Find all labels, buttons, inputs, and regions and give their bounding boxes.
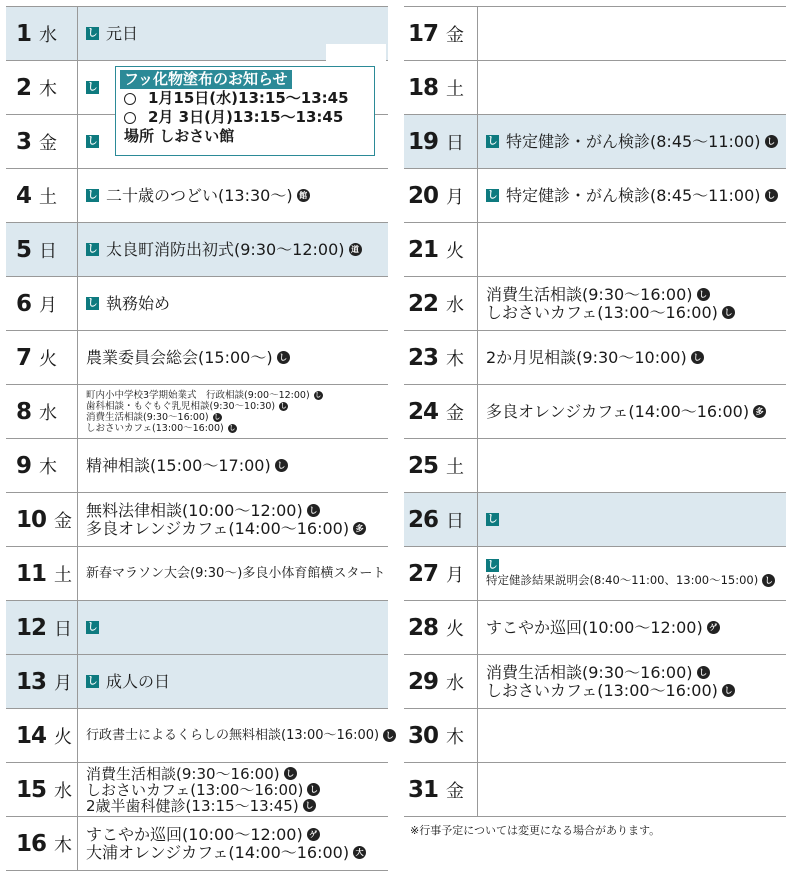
calendar-row (404, 61, 786, 115)
holiday-tag-icon: し (87, 622, 98, 633)
date-cell (6, 817, 78, 870)
date-cell (404, 385, 478, 438)
event-cell (478, 223, 786, 276)
event-cell (478, 655, 786, 708)
event-text: しおさいカフェ(13:00〜16:00) (486, 680, 718, 700)
day-number: 4 (16, 182, 32, 209)
calendar-row (404, 7, 786, 61)
event-text: すこやか巡回(10:00〜12:00) (486, 617, 703, 637)
weekday: 火 (446, 240, 465, 262)
footnote: ※行事予定については変更になる場合があります。 (410, 824, 661, 837)
event-cell (78, 439, 388, 492)
calendar-row (404, 331, 786, 385)
day-number: 15 (16, 776, 47, 803)
event-text: 多良オレンジカフェ(14:00〜16:00) (486, 401, 750, 421)
radio-icon (124, 93, 136, 105)
weekday: 金 (446, 24, 465, 46)
day-number: 22 (408, 290, 439, 317)
date-cell (6, 709, 78, 762)
holiday-tag-icon: し (487, 560, 498, 571)
calendar-row (404, 439, 786, 493)
event-text: 多良オレンジカフェ(14:00〜16:00) (86, 518, 350, 538)
day-number: 19 (408, 128, 439, 155)
calendar-row (404, 277, 786, 331)
date-cell (404, 547, 478, 600)
event-text: しおさいカフェ(13:00〜16:00) (86, 780, 304, 799)
date-cell (404, 763, 478, 816)
holiday-tag-icon: し (87, 298, 98, 309)
calendar-row (6, 385, 388, 439)
calendar-row (6, 223, 388, 277)
event-cell (478, 331, 786, 384)
date-cell (6, 385, 78, 438)
weekday: 月 (446, 564, 465, 586)
weekday: 月 (446, 186, 465, 208)
day-number: 13 (16, 668, 47, 695)
event-text: 二十歳のつどい(13:30〜) (106, 185, 293, 205)
event-text: 農業委員会総会(15:00〜) (86, 347, 273, 367)
date-cell (404, 493, 478, 546)
event-text: 新春マラソン大会(9:30〜)多良小体育館横スタート (86, 565, 386, 581)
weekday: 金 (39, 132, 58, 154)
notice-date-text: 2月 3日(月)13:15〜13:45 (148, 108, 344, 126)
calendar-row (6, 763, 388, 817)
holiday-tag-icon: し (87, 82, 98, 93)
date-cell (404, 331, 478, 384)
event-cell (78, 331, 388, 384)
event-cell (478, 493, 786, 546)
oura-icon: 大 (353, 846, 366, 859)
event-cell (478, 601, 786, 654)
event-cell (78, 547, 388, 600)
shiosai-icon: し (762, 574, 775, 587)
event-cell (478, 547, 786, 600)
event-text: 太良町消防出初式(9:30〜12:00) (106, 239, 345, 259)
holiday-tag-icon: し (87, 28, 98, 39)
date-cell (6, 331, 78, 384)
calendar-row (6, 817, 388, 871)
date-cell (6, 547, 78, 600)
multi-icon: 多 (753, 405, 766, 418)
date-cell (6, 61, 78, 114)
event-cell (78, 817, 388, 870)
calendar-right-column (404, 6, 786, 817)
event-text: 消費生活相談(9:30〜16:00) (86, 764, 280, 783)
notice-title: フッ化物塗布のお知らせ (120, 70, 292, 89)
date-cell (6, 223, 78, 276)
day-number: 3 (16, 128, 32, 155)
shiosai-icon: し (315, 391, 322, 399)
date-cell (404, 601, 478, 654)
calendar-row (404, 547, 786, 601)
genki-icon: ゲ (707, 621, 720, 634)
day-number: 20 (408, 182, 439, 209)
calendar-row (404, 763, 786, 817)
calendar-row (404, 601, 786, 655)
shiosai-icon: し (765, 189, 778, 202)
shiosai-icon: し (277, 351, 290, 364)
event-cell (78, 655, 388, 708)
event-text: 成人の日 (106, 671, 171, 691)
weekday: 水 (446, 672, 465, 694)
weekday: 月 (39, 294, 58, 316)
shiosai-icon: し (307, 504, 320, 517)
road-icon: 道 (349, 243, 362, 256)
weekday: 土 (446, 456, 465, 478)
date-cell (6, 763, 78, 816)
weekday: 土 (39, 186, 58, 208)
weekday: 水 (39, 402, 58, 424)
fluoride-notice (115, 66, 375, 156)
holiday-tag-icon: し (487, 136, 498, 147)
day-number: 16 (16, 830, 47, 857)
day-number: 7 (16, 344, 32, 371)
genki-icon: ゲ (307, 828, 320, 841)
shiosai-icon: し (722, 306, 735, 319)
holiday-tag-icon: し (487, 190, 498, 201)
weekday: 火 (446, 618, 465, 640)
shiosai-icon: し (214, 413, 221, 421)
day-number: 21 (408, 236, 439, 263)
date-cell (6, 493, 78, 546)
shiosai-icon: し (275, 459, 288, 472)
calendar-row (404, 385, 786, 439)
multi-icon: 多 (353, 522, 366, 535)
weekday: 火 (54, 726, 73, 748)
day-number: 6 (16, 290, 32, 317)
event-cell (78, 601, 388, 654)
holiday-tag-icon: し (87, 676, 98, 687)
calendar-row (6, 493, 388, 547)
weekday: 木 (54, 834, 73, 856)
calendar-row (6, 439, 388, 493)
date-cell (6, 115, 78, 168)
weekday: 金 (446, 780, 465, 802)
event-cell (478, 277, 786, 330)
weekday: 水 (54, 780, 73, 802)
day-number: 28 (408, 614, 439, 641)
weekday: 日 (39, 240, 58, 262)
holiday-tag-icon: し (87, 244, 98, 255)
calendar-row (404, 115, 786, 169)
event-text: 大浦オレンジカフェ(14:00〜16:00) (86, 842, 350, 862)
event-text: 消費生活相談(9:30〜16:00) (86, 411, 209, 423)
day-number: 9 (16, 452, 32, 479)
notice-date-text: 1月15日(水)13:15〜13:45 (148, 89, 349, 107)
day-number: 5 (16, 236, 32, 263)
date-cell (404, 169, 478, 222)
event-cell (478, 115, 786, 168)
date-cell (6, 7, 78, 60)
day-number: 10 (16, 506, 47, 533)
calendar-row (6, 169, 388, 223)
weekday: 水 (39, 24, 58, 46)
event-cell (78, 385, 388, 438)
weekday: 月 (54, 672, 73, 694)
notice-date-1 (124, 89, 366, 108)
date-cell (404, 61, 478, 114)
day-number: 12 (16, 614, 47, 641)
day-number: 8 (16, 398, 32, 425)
holiday-tag-icon: し (87, 136, 98, 147)
weekday: 木 (39, 78, 58, 100)
calendar-row (404, 493, 786, 547)
event-cell (78, 169, 388, 222)
weekday: 土 (54, 564, 73, 586)
date-cell (6, 277, 78, 330)
shiosai-icon: し (229, 424, 236, 432)
event-text: 消費生活相談(9:30〜16:00) (486, 284, 693, 304)
holiday-tag-icon: し (487, 514, 498, 525)
event-cell (478, 763, 786, 816)
day-number: 31 (408, 776, 439, 803)
day-number: 27 (408, 560, 439, 587)
weekday: 木 (39, 456, 58, 478)
notice-place: 場所 しおさい館 (124, 127, 235, 145)
date-cell (404, 655, 478, 708)
day-number: 11 (16, 560, 47, 587)
date-cell (404, 277, 478, 330)
calendar-row (404, 223, 786, 277)
calendar-row (6, 331, 388, 385)
event-cell (78, 493, 388, 546)
event-cell (478, 7, 786, 60)
event-text: 2か月児相談(9:30〜10:00) (486, 347, 687, 367)
date-cell (404, 115, 478, 168)
date-cell (404, 439, 478, 492)
weekday: 日 (54, 618, 73, 640)
day-number: 18 (408, 74, 439, 101)
event-cell (478, 709, 786, 762)
event-text: 特定健診・がん検診(8:45〜11:00) (506, 131, 761, 151)
calendar-row (6, 655, 388, 709)
weekday: 水 (446, 294, 465, 316)
date-cell (404, 709, 478, 762)
day-number: 29 (408, 668, 439, 695)
event-cell (78, 763, 388, 816)
day-number: 26 (408, 506, 439, 533)
event-cell (478, 385, 786, 438)
weekday: 木 (446, 726, 465, 748)
event-text: 執務始め (106, 293, 171, 313)
event-cell (478, 61, 786, 114)
shiosai-icon: し (722, 684, 735, 697)
weekday: 土 (446, 78, 465, 100)
kominkan-icon: 館 (297, 189, 310, 202)
event-text: しおさいカフェ(13:00〜16:00) (86, 422, 224, 434)
event-text: 2歳半歯科健診(13:15〜13:45) (86, 796, 299, 815)
shiosai-icon: し (765, 135, 778, 148)
weekday: 金 (54, 510, 73, 532)
weekday: 金 (446, 402, 465, 424)
calendar-row (6, 547, 388, 601)
event-text: 町内小中学校3学期始業式 行政相談(9:00〜12:00) (86, 389, 310, 401)
weekday: 木 (446, 348, 465, 370)
event-text: 特定健診結果説明会(8:40〜11:00、13:00〜15:00) (486, 573, 759, 587)
day-number: 30 (408, 722, 439, 749)
shiosai-icon: し (280, 402, 287, 410)
weekday: 火 (39, 348, 58, 370)
event-text: 無料法律相談(10:00〜12:00) (86, 500, 303, 520)
date-cell (6, 655, 78, 708)
shiosai-icon: し (697, 666, 710, 679)
shiosai-icon: し (383, 729, 396, 742)
event-text: しおさいカフェ(13:00〜16:00) (486, 302, 718, 322)
event-cell (78, 223, 388, 276)
shiosai-icon: し (303, 799, 316, 812)
holiday-tag-icon: し (87, 190, 98, 201)
calendar-row (404, 169, 786, 223)
day-number: 17 (408, 20, 439, 47)
calendar-row (6, 601, 388, 655)
event-text: 特定健診・がん検診(8:45〜11:00) (506, 185, 761, 205)
event-text: 行政書士によるくらしの無料相談(13:00〜16:00) (86, 727, 380, 743)
event-text: 歯科相談・もぐもぐ乳児相談(9:30〜10:30) (86, 400, 276, 412)
event-text: すこやか巡回(10:00〜12:00) (86, 824, 303, 844)
weekday: 日 (446, 510, 465, 532)
event-text: 消費生活相談(9:30〜16:00) (486, 662, 693, 682)
calendar-row (6, 277, 388, 331)
event-cell (478, 439, 786, 492)
notice-date-2 (124, 108, 366, 127)
day-number: 24 (408, 398, 439, 425)
day-number: 1 (16, 20, 32, 47)
event-text: 精神相談(15:00〜17:00) (86, 455, 271, 475)
calendar-row (404, 655, 786, 709)
event-cell (78, 709, 396, 762)
blank-patch (326, 44, 386, 66)
date-cell (6, 169, 78, 222)
shiosai-icon: し (284, 767, 297, 780)
date-cell (6, 439, 78, 492)
event-cell (78, 277, 388, 330)
day-number: 2 (16, 74, 32, 101)
weekday: 日 (446, 132, 465, 154)
date-cell (404, 7, 478, 60)
event-text: 元日 (106, 23, 139, 43)
day-number: 23 (408, 344, 439, 371)
date-cell (6, 601, 78, 654)
date-cell (404, 223, 478, 276)
radio-icon (124, 112, 136, 124)
day-number: 14 (16, 722, 47, 749)
shiosai-icon: し (697, 288, 710, 301)
calendar-row (6, 709, 394, 763)
calendar-row (404, 709, 786, 763)
shiosai-icon: し (691, 351, 704, 364)
event-cell (478, 169, 786, 222)
shiosai-icon: し (307, 783, 320, 796)
day-number: 25 (408, 452, 439, 479)
